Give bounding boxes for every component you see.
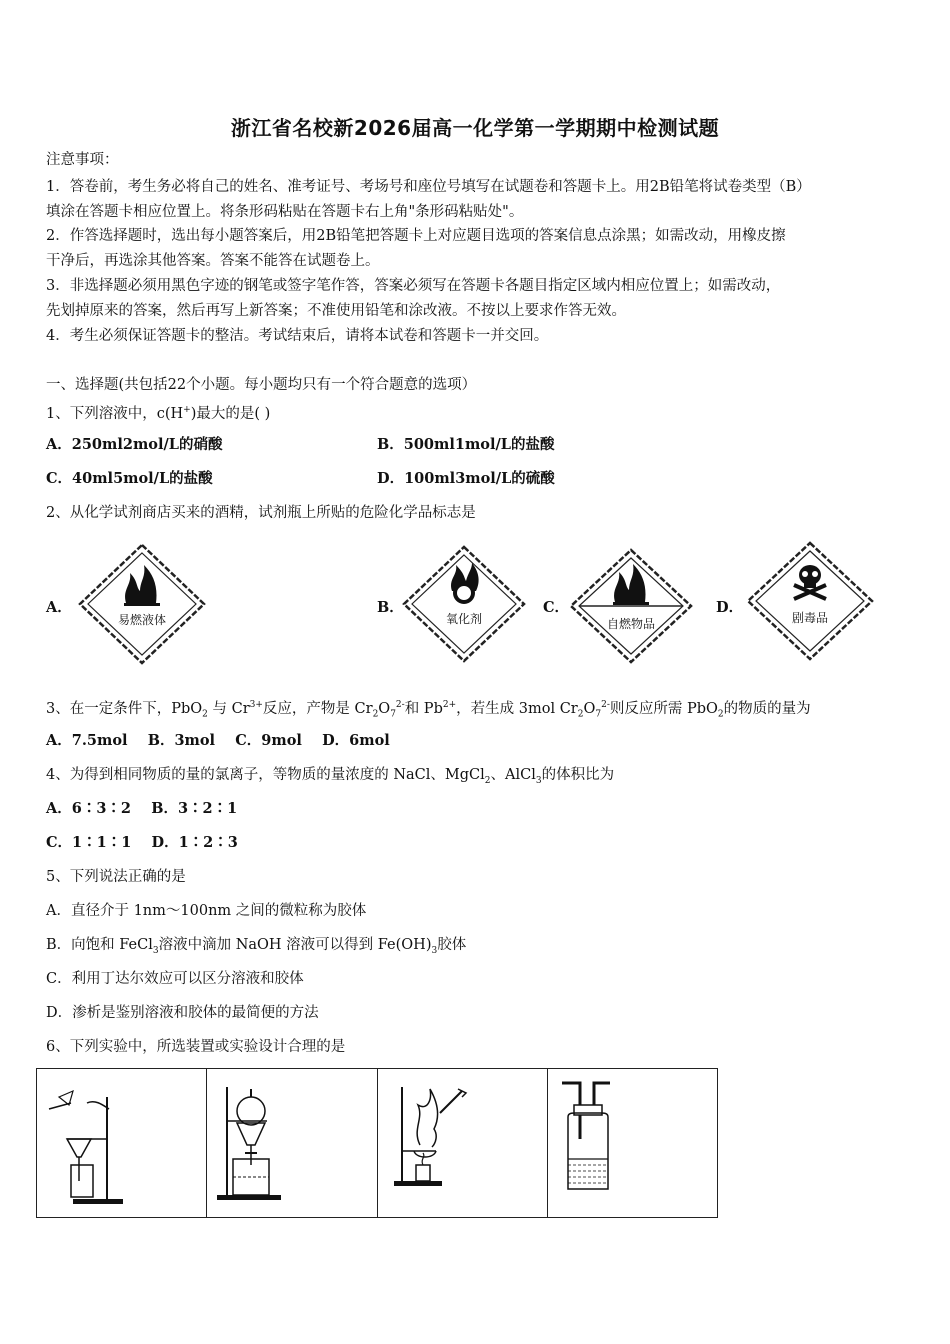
flammable-liquid-sign <box>78 543 206 665</box>
sign-d-text: 剧毒品 <box>791 611 829 625</box>
sign-c-text: 自燃物品 <box>606 617 656 631</box>
q5-option-c[interactable]: C．利用丁达尔效应可以区分溶液和胶体 <box>46 971 304 987</box>
notice-line: 3．非选择题必须用黑色字迹的钢笔或签字笔作答，答案必须写在答题卡各题目指定区域内相应位置上；如需改动， <box>46 278 781 294</box>
q1-option-a[interactable]: A．250ml2mol/L的硝酸 <box>46 436 223 453</box>
sign-a-text: 易燃液体 <box>117 613 167 627</box>
apparatus-evaporation <box>378 1069 548 1217</box>
apparatus-table <box>36 1068 718 1218</box>
q5-option-d[interactable]: D．渗析是鉴别溶液和胶体的最简便的方法 <box>46 1005 319 1021</box>
notice-line: 2．作答选择题时，选出每小题答案后，用2B铅笔把答题卡上对应题目选项的答案信息点涂黑；如需改动，用橡皮擦 <box>46 228 786 244</box>
q4-options-ab[interactable]: A．6∶3∶2 B．3∶2∶1 <box>46 800 238 817</box>
notice-line: 4．考生必须保证答题卡的整洁。考试结束后，请将本试卷和答题卡一并交回。 <box>46 328 549 344</box>
question-1-stem: 1、下列溶液中，c(H+)最大的是( ) <box>46 405 271 422</box>
q2-option-a[interactable]: A． <box>46 599 72 616</box>
section-heading: 一、选择题(共包括22个小题。每小题均只有一个符合题意的选项） <box>46 377 477 393</box>
notice-line: 先划掉原来的答案，然后再写上新答案；不准使用铅笔和涂改液。不按以上要求作答无效。 <box>46 303 626 319</box>
toxic-substance-sign <box>746 541 874 661</box>
question-6-stem: 6、下列实验中，所选装置或实验设计合理的是 <box>46 1039 346 1055</box>
oxidizer-sign <box>402 545 526 663</box>
notice-heading: 注意事项： <box>46 152 119 168</box>
question-3-stem: 3、在一定条件下，PbO$_2$ 与 $Cr^{3+}$反应，产物是 $Cr_2O_7^{2-}$和 $Pb^{2+}$，若生成 3mol $Cr_2O_7^{2-}$则反应所需 PbO$_2$的物质的量为 <box>46 700 811 720</box>
q1-option-b[interactable]: B．500ml1mol/L的盐酸 <box>377 436 555 453</box>
q2-option-b[interactable]: B． <box>377 599 404 616</box>
question-5-stem: 5、下列说法正确的是 <box>46 869 186 885</box>
q1-option-d[interactable]: D．100ml3mol/L的硫酸 <box>377 470 555 487</box>
q5-option-b[interactable]: B．向饱和 FeCl$_3$溶液中滴加 NaOH 溶液可以得到 $Fe(OH)_3$胶体 <box>46 937 467 956</box>
q2-option-c[interactable]: C． <box>543 599 570 616</box>
q4-options-cd[interactable]: C．1∶1∶1 D．1∶2∶3 <box>46 834 238 851</box>
page-title: 浙江省名校新2026届高一化学第一学期期中检测试题 <box>230 116 720 140</box>
question-4-stem: 4、为得到相同物质的量的氯离子，等物质的量浓度的 NaCl、MgCl$_2$、AlCl$_3$的体积比为 <box>46 767 615 786</box>
q1-option-c[interactable]: C．40ml5mol/L的盐酸 <box>46 470 213 487</box>
q5-option-a[interactable]: A．直径介于 1nm～100nm 之间的微粒称为胶体 <box>46 903 367 919</box>
q2-option-d[interactable]: D． <box>716 599 744 616</box>
apparatus-gas-washing-bottle <box>548 1069 717 1217</box>
question-2-stem: 2、从化学试剂商店买来的酒精，试剂瓶上所贴的危险化学品标志是 <box>46 505 476 521</box>
notice-line: 填涂在答题卡相应位置上。将条形码粘贴在答题卡右上角"条形码粘贴处"。 <box>46 204 524 220</box>
sign-b-text: 氧化剂 <box>445 612 483 626</box>
apparatus-separatory-funnel <box>207 1069 377 1217</box>
apparatus-filtration <box>37 1069 207 1217</box>
spontaneously-combustible-sign <box>569 548 693 664</box>
notice-line: 1．答卷前，考生务必将自己的姓名、准考证号、考场号和座位号填写在试题卷和答题卡上。用2B铅笔将试卷类型（B） <box>46 179 811 195</box>
q3-options[interactable]: A．7.5mol B．3mol C．9mol D．6mol <box>46 732 390 749</box>
notice-line: 干净后，再选涂其他答案。答案不能答在试题卷上。 <box>46 253 380 269</box>
